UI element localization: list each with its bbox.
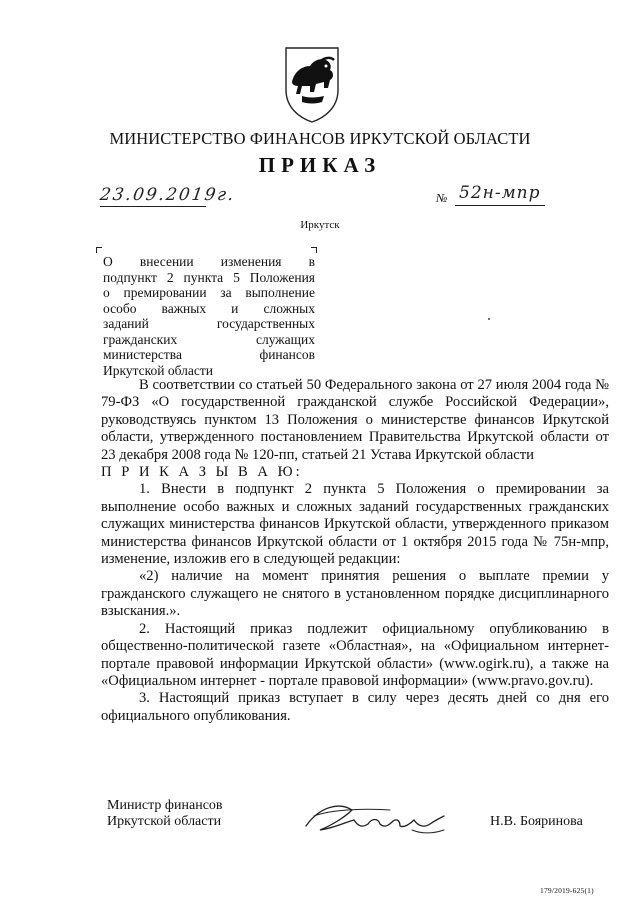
order-body [101, 377, 609, 725]
subject-line: гражданских служащих [103, 331, 315, 347]
subject-line: Иркутской области [103, 362, 214, 378]
date-underline [100, 206, 206, 207]
item-1-paragraph: 1. Внести в подпункт 2 пункта 5 Положения о премировании за выполнение особо важных и сложных заданий государственных гражданских служащих министерства финансов Иркутской области, утвержденного приказом министерства финансов Иркутской области от 1 октября 2015 года № 75н-мпр, изменение, изложив его в следующей редакции: [101, 481, 609, 568]
coat-of-arms-emblem [272, 42, 352, 126]
order-word: П Р И К А З Ы В А Ю: [101, 464, 303, 481]
ministry-name: МИНИСТЕРСТВО ФИНАНСОВ ИРКУТСКОЙ ОБЛАСТИ [109, 129, 531, 148]
signatory-role [107, 798, 223, 830]
preamble-paragraph: В соответствии со статьей 50 Федерального закона от 27 июля 2004 года № 79-ФЗ «О государственной гражданской службе Российской Федерации», руководствуясь пунктом 13 Положения о министерстве финансов Иркутской области, утвержденного постановлением Правительства Иркутской области от 23 декабря 2008 года № 120-пп, статьей 21 Устава Иркутской области [101, 377, 609, 463]
signatory-name: Н.В. Бояринова [490, 814, 583, 829]
subject-line: О внесении изменения в [103, 254, 315, 269]
scan-dot [488, 318, 490, 320]
subject-line: заданий государственных [103, 316, 315, 331]
document-title: ПРИКАЗ [258, 153, 382, 177]
item-3-paragraph: 3. Настоящий приказ вступает в силу через десять дней со дня его официального опубликования. [101, 690, 609, 724]
subject-line: о премировании за выполнение [103, 285, 315, 300]
order-date: 23.09.2019г. [98, 185, 237, 205]
order-number: 52н-мпр [459, 183, 541, 203]
subject-bracket-left [96, 247, 102, 253]
subject-bracket-right [311, 247, 317, 253]
subject-line: министерства финансов [103, 347, 315, 362]
quote-paragraph: «2) наличие на момент принятия решения о выплате премии у гражданского служащего не снятого в установленном порядке дисциплинарного взыскания.». [101, 568, 609, 620]
city: Иркутск [300, 219, 340, 231]
item-2-paragraph: 2. Настоящий приказ подлежит официальному опубликованию в общественно-политической газете «Областная», на «Официальном интернет-портале правовой информации Иркутской области» (www.ogirk.ru), а также на «Официальном интернет - портале правовой информации» (www.pravo.gov.ru). [101, 620, 609, 689]
order-subject [103, 254, 315, 378]
subject-line: подпункт 2 пункта 5 Положения [103, 269, 315, 285]
role-line-2: Иркутской области [107, 814, 222, 829]
number-label: № [436, 191, 448, 205]
role-line-1: Министр финансов [107, 798, 223, 813]
document-code: 179/2019-625(1) [540, 886, 594, 895]
handwritten-signature [300, 796, 450, 840]
number-underline [455, 205, 545, 206]
subject-line: особо важных и сложных [103, 300, 315, 316]
